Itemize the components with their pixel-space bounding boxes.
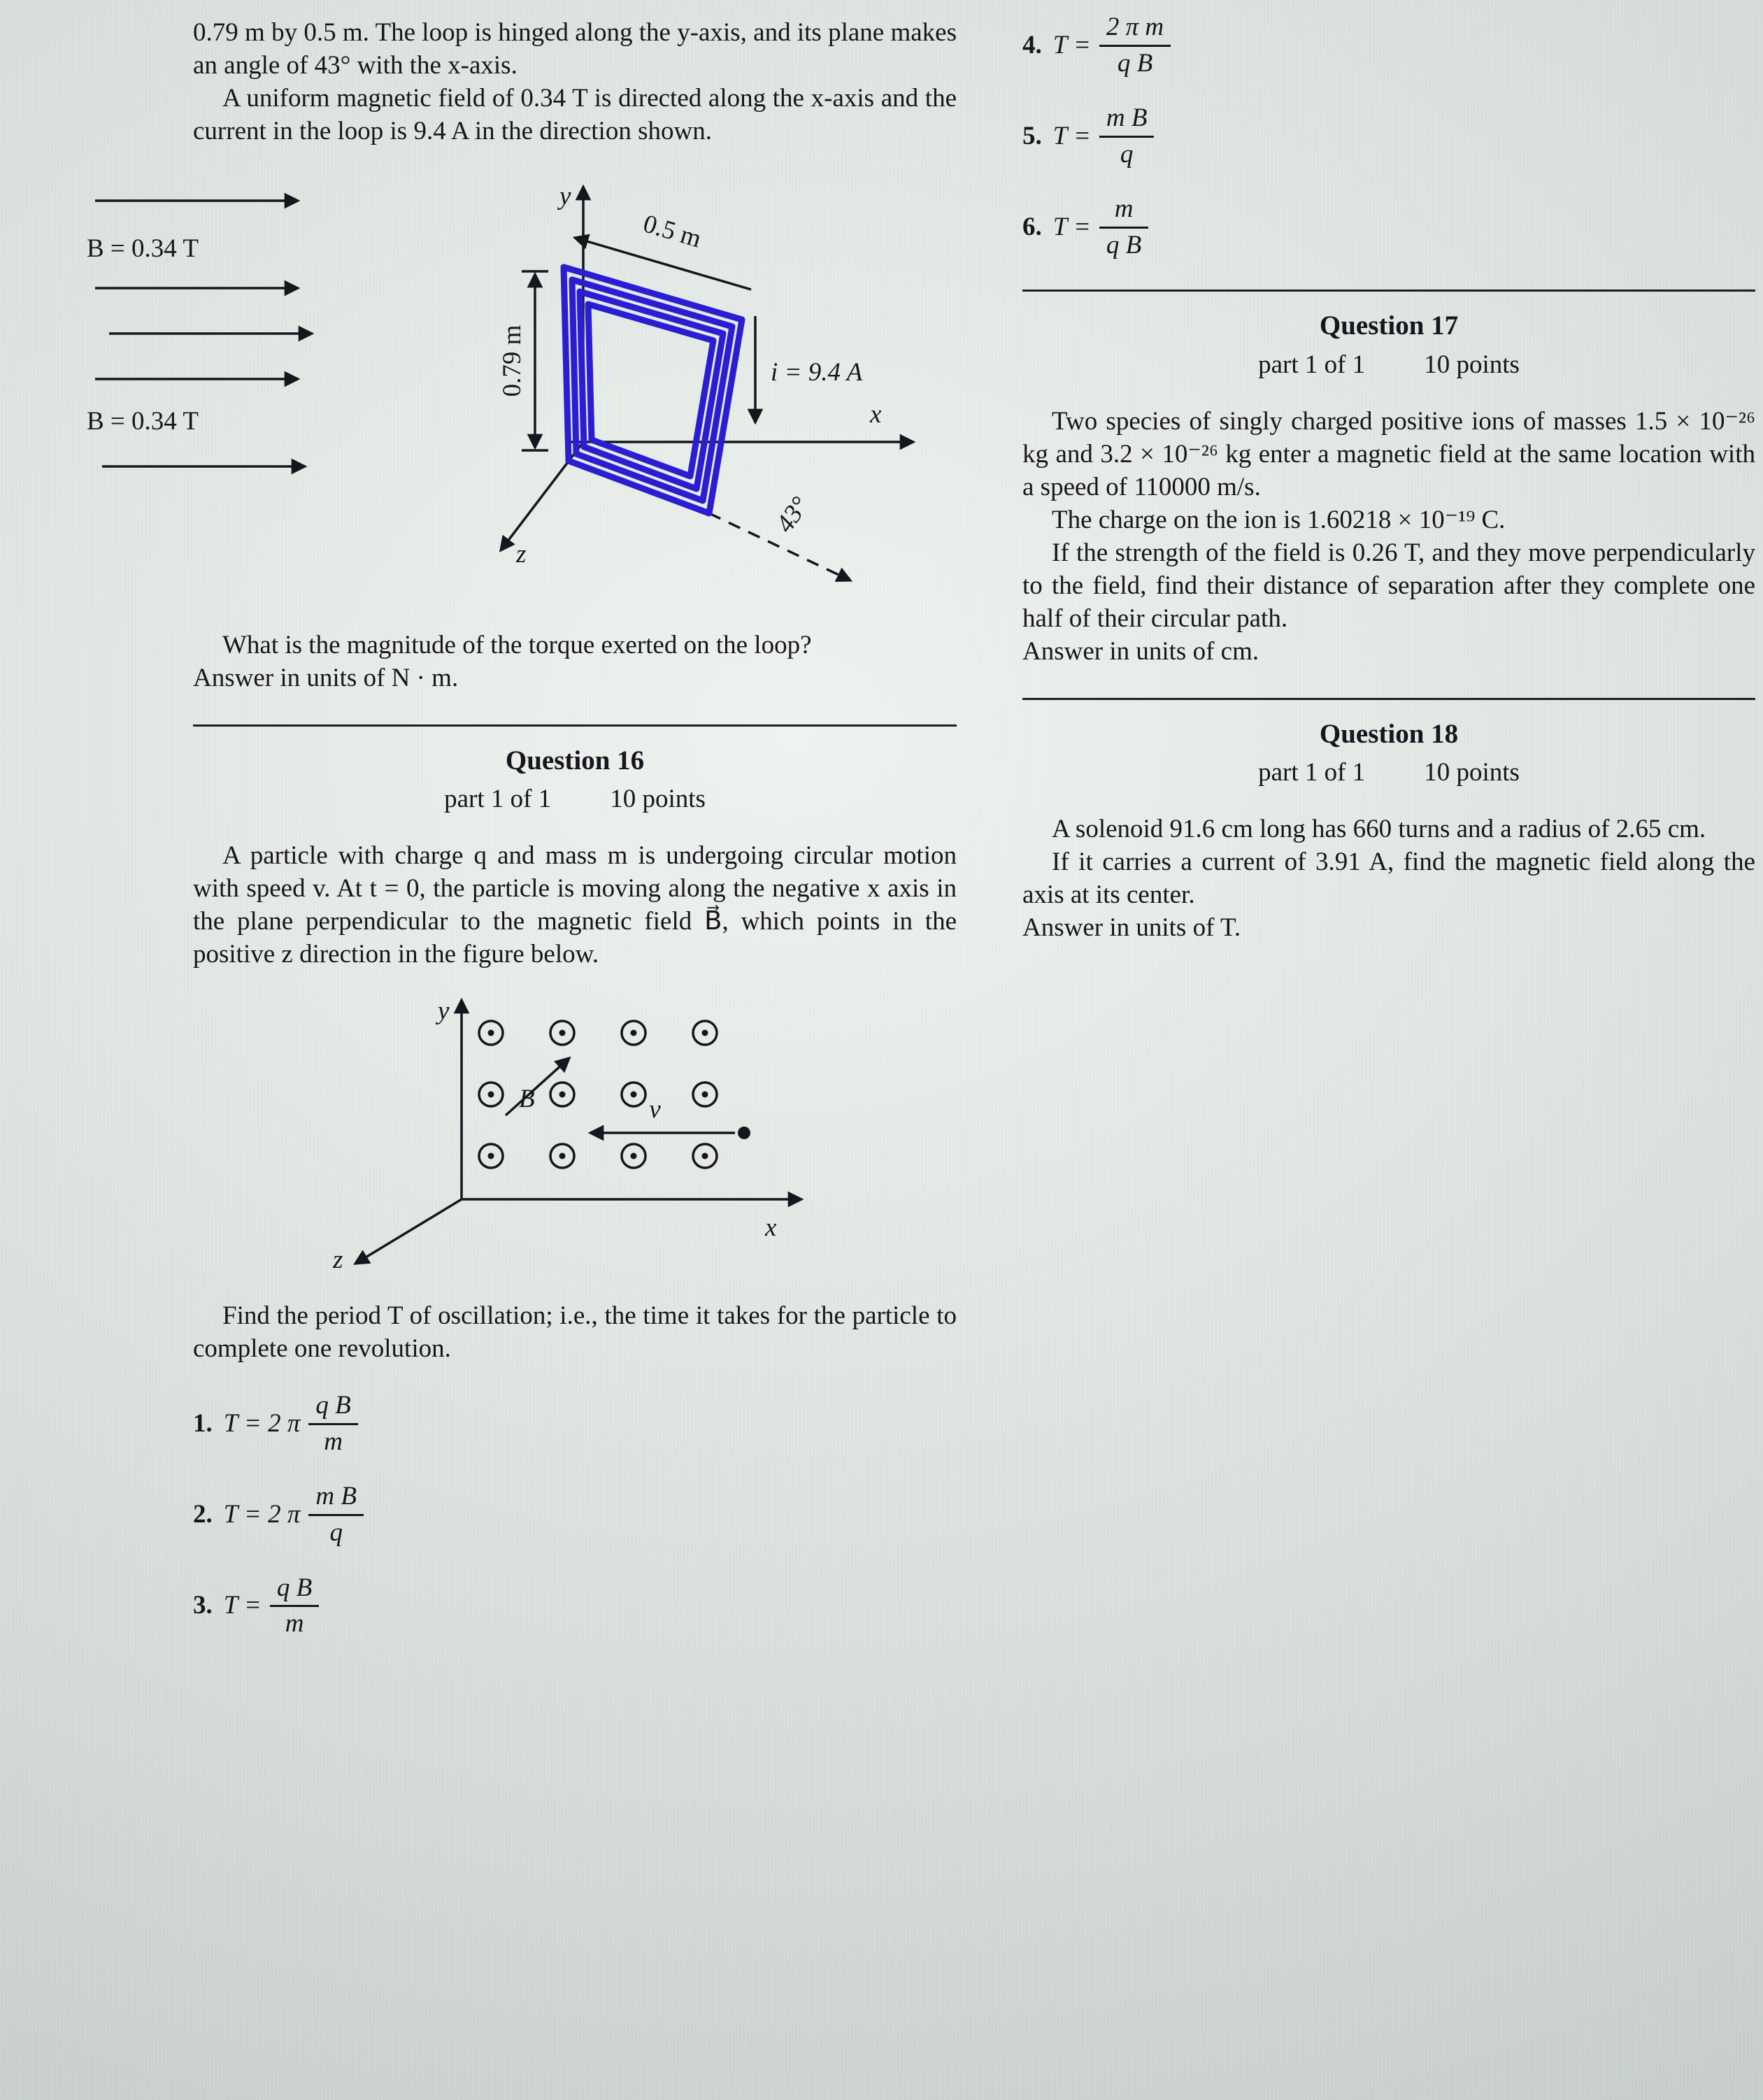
answer-choice-3 [193, 1573, 957, 1639]
field-dot-symbols [479, 1021, 717, 1168]
right-column [1022, 0, 1755, 945]
q17-paragraph-3: If the strength of the field is 0.26 T, and they move perpendicularly to the field, find their distance of separation after they complete one half of their circular path. [1022, 538, 1755, 633]
answer-choice-6 [1022, 194, 1755, 260]
choice-number: 5. [1022, 121, 1042, 150]
z-axis-label: z [516, 539, 527, 569]
answer-units-line: Answer in units of N · m. [193, 663, 459, 692]
question-divider [1022, 698, 1755, 700]
choice-fraction: $\frac{\text{2 π m}}{\text{q B}}$ [1099, 13, 1171, 78]
choice-lead: T = [1052, 212, 1091, 241]
choice-number: 1. [193, 1408, 213, 1438]
choice-fraction: $\frac{\text{m B}}{q}$ [1099, 103, 1155, 169]
choice-number: 6. [1022, 212, 1042, 241]
q18-paragraph-2: If it carries a current of 3.91 A, find the magnetic field along the axis at its center. [1022, 848, 1755, 910]
q18-paragraph-1: A solenoid 91.6 cm long has 660 turns and a radius of 2.65 cm. [1052, 815, 1706, 844]
question-18-meta [1022, 757, 1755, 790]
width-dimension-label: 0.5 m [640, 209, 705, 254]
question-divider [193, 724, 957, 727]
question-part: part 1 of 1 [1258, 350, 1366, 379]
height-dimension-label: 0.79 m [498, 324, 527, 397]
choice-lead: T = 2 π [223, 1408, 301, 1438]
torque-question: What is the magnitude of the torque exerted on the loop? [222, 630, 812, 659]
q17-paragraph-1: Two species of singly charged positive ions of masses 1.5 × 10⁻²⁶ kg and 3.2 × 10⁻²⁶ kg enter a magnetic field at the same location with a speed of 110000 m/s. [1022, 406, 1755, 501]
choice-fraction: $\frac{m}{\text{q B}}$ [1099, 194, 1148, 260]
field-label-bottom: B = 0.34 T [87, 406, 199, 436]
choice-number: 2. [193, 1499, 213, 1529]
velocity-label: v⃗ [649, 1095, 681, 1124]
question-points: 10 points [610, 785, 706, 814]
choice-lead: T = 2 π [223, 1499, 301, 1529]
answer-choice-2 [193, 1482, 957, 1548]
choice-lead: T = [1052, 30, 1091, 59]
x-axis-label: x [870, 399, 882, 429]
particle-dot [738, 1127, 750, 1139]
question-18-title: Question 18 [1319, 718, 1459, 749]
z-axis-label: z [333, 1245, 343, 1275]
field-label-top: B = 0.34 T [87, 234, 199, 263]
question-17-meta [1022, 349, 1755, 382]
q16-body-paragraph: A particle with charge q and mass m is undergoing circular motion with speed v. At t = 0, the particle is moving along the negative x axis in the plane perpendicular to the magnetic field B⃗, which points in the positive z direction in the figure below. [193, 841, 957, 969]
choice-number: 3. [193, 1591, 213, 1620]
choice-number: 4. [1022, 30, 1042, 59]
y-axis-label: y [559, 181, 571, 210]
choice-lead: T = [223, 1591, 262, 1620]
question-16-title: Question 16 [505, 745, 645, 776]
choice-fraction: $\frac{\text{m B}}{q}$ [308, 1482, 364, 1548]
angle-label: 43° [770, 492, 815, 538]
x-axis-label: x [765, 1213, 777, 1243]
y-axis-label: y [438, 997, 450, 1026]
question-part: part 1 of 1 [1258, 758, 1366, 787]
loop-figure [81, 169, 955, 617]
width-dimension-arrow [575, 238, 751, 290]
q16-find-paragraph: Find the period T of oscillation; i.e., the time it takes for the particle to complete one revolution. [193, 1301, 957, 1364]
coil-loop [564, 267, 742, 513]
problem-field-paragraph: A uniform magnetic field of 0.34 T is directed along the x-axis and the current in the loop is 9.4 A in the direction shown. [193, 83, 957, 145]
z-axis [355, 1199, 462, 1264]
answer-choice-1 [193, 1391, 957, 1457]
question-points: 10 points [1424, 350, 1520, 379]
question-part: part 1 of 1 [444, 785, 552, 814]
question-points: 10 points [1424, 758, 1520, 787]
q18-answer-units-line: Answer in units of T. [1022, 913, 1241, 943]
question-divider [1022, 290, 1755, 292]
answer-choice-5 [1022, 103, 1755, 169]
choice-lead: T = [1052, 121, 1091, 150]
field-out-of-page-figure [312, 990, 976, 1290]
left-column [87, 0, 957, 1664]
question-17-title: Question 17 [1319, 310, 1459, 341]
choice-fraction: $\frac{\text{q B}}{m}$ [270, 1573, 319, 1639]
current-label: i = 9.4 A [771, 357, 863, 387]
answer-choice-4 [1022, 13, 1755, 78]
q17-answer-units-line: Answer in units of cm. [1022, 636, 1259, 666]
problem-intro-paragraph: 0.79 m by 0.5 m. The loop is hinged along the y-axis, and its plane makes an angle of 43° with the x-axis. [193, 18, 957, 80]
choice-fraction: $\frac{\text{q B}}{m}$ [308, 1391, 357, 1457]
q17-paragraph-2: The charge on the ion is 1.60218 × 10⁻¹⁹ C. [1052, 505, 1506, 534]
b-field-label: B⃗ [519, 1085, 555, 1114]
question-16-meta [193, 783, 957, 816]
